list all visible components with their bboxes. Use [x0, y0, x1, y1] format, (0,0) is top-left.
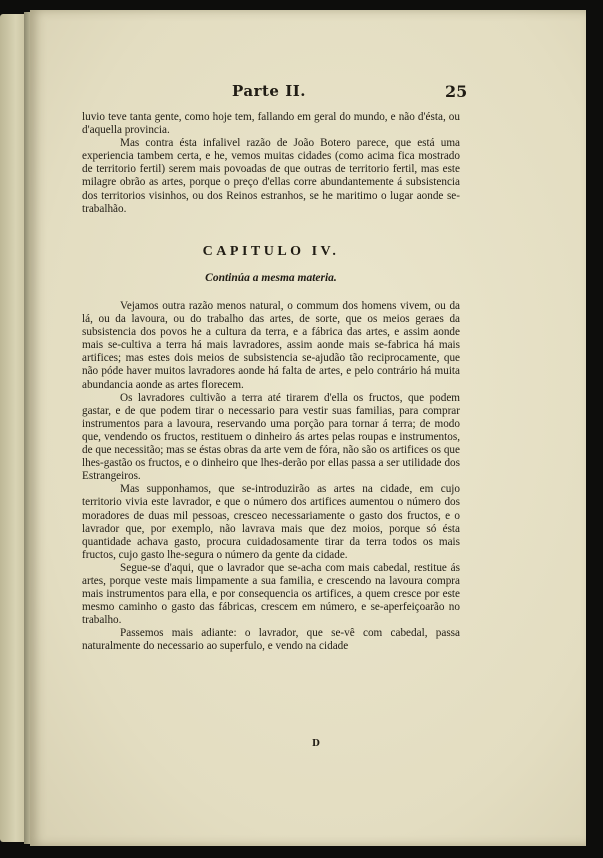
top-text-block	[82, 111, 460, 216]
paragraph: Vejamos outra razão menos natural, o commum dos homens vivem, ou da lá, ou da lavoura, ou do trabalho das artes, de sorte, que os meios geraes da subsistencia dos povos he a cultura da terra, e a fábrica das artes, e assim aonde mais se-cultiva a terra há mais lavradores, assim aonde mais se-fabrica há mais artifices; mas estes dois meios de subsistencia se-ajudão tão reciprocamente, que não póde haver muitos lavradores aonde há falta de artes, e pelo contrário há muita abundancia aonde as artes florecem.	[82, 300, 460, 391]
signature-mark: D	[312, 739, 320, 749]
paragraph: Passemos mais adiante: o lavrador, que se-vê com cabedal, passa naturalmente do necessario ao superfulo, e vendo na cidade	[82, 627, 460, 653]
chapter-subtitle: Continúa a mesma materia.	[205, 272, 337, 284]
chapter-title: CAPITULO IV.	[202, 244, 340, 259]
paragraph: Os lavradores cultivão a terra até tirarem d'ella os fructos, que podem gastar, e de que podem tirar o necessario para vestir suas familias, para comprar instrumentos para a lavoura, reservando uma porção para tornar á terra; de modo que, vendendo os fructos, restituem o dinheiro ás artes pelas roupas e instrumentos, de que necessitão; mas se éstas obras da arte vem de fóra, não são os artifices os que lhes-gastão os fructos, e o dinheiro que lhes-derão por ellas passa a ser utilidade dos Estrangeiros.	[82, 391, 460, 483]
running-title: Parte II.	[232, 82, 306, 100]
facing-page-edge	[0, 14, 26, 842]
paragraph: luvio teve tanta gente, como hoje tem, fallando em geral do mundo, e não d'ésta, ou d'aquella provincia.	[82, 111, 460, 137]
main-text-block	[82, 300, 460, 654]
paragraph: Segue-se d'aqui, que o lavrador que se-acha com mais cabedal, restitue ás artes, porque veste mais limpamente a sua familia, e crescendo na lavoura compra mais instrumentos para ella, e por consequencia os artifices, a quem cresce por este mesmo caminho o gasto das fábricas, crescem em número, e se-aperfeiçoarão no trabalho.	[82, 561, 460, 627]
paragraph: Mas supponhamos, que se-introduzirão as artes na cidade, em cujo territorio vivia este lavrador, e que o número dos artifices aumentou o número dos moradores de duas mil pessoas, cresceo necessariamente o gasto dos fructos, e o lavrador que, por exemplo, não lavrava mais que dez moios, porque só ésta quantidade achava gasto, procura cuidadosamente tirar da terra todos os mais fructos, cujo gasto lhe-segura o número da gente da cidade.	[82, 483, 460, 561]
paragraph: Mas contra ésta infalivel razão de João Botero parece, que está uma experiencia tambem certa, e he, vemos muitas cidades (como acima fica mostrado de territorio fertil) serem mais povoadas de que outras de territorio fertil, mas este milagre obrão as artes, porque o preço d'ellas corre abundantemente á subsistencia dos territorios visinhos, ou dos Reinos estranhos, se he maritimo o lugar aonde se-trabalhão.	[82, 137, 460, 215]
page-number: 25	[445, 82, 468, 101]
